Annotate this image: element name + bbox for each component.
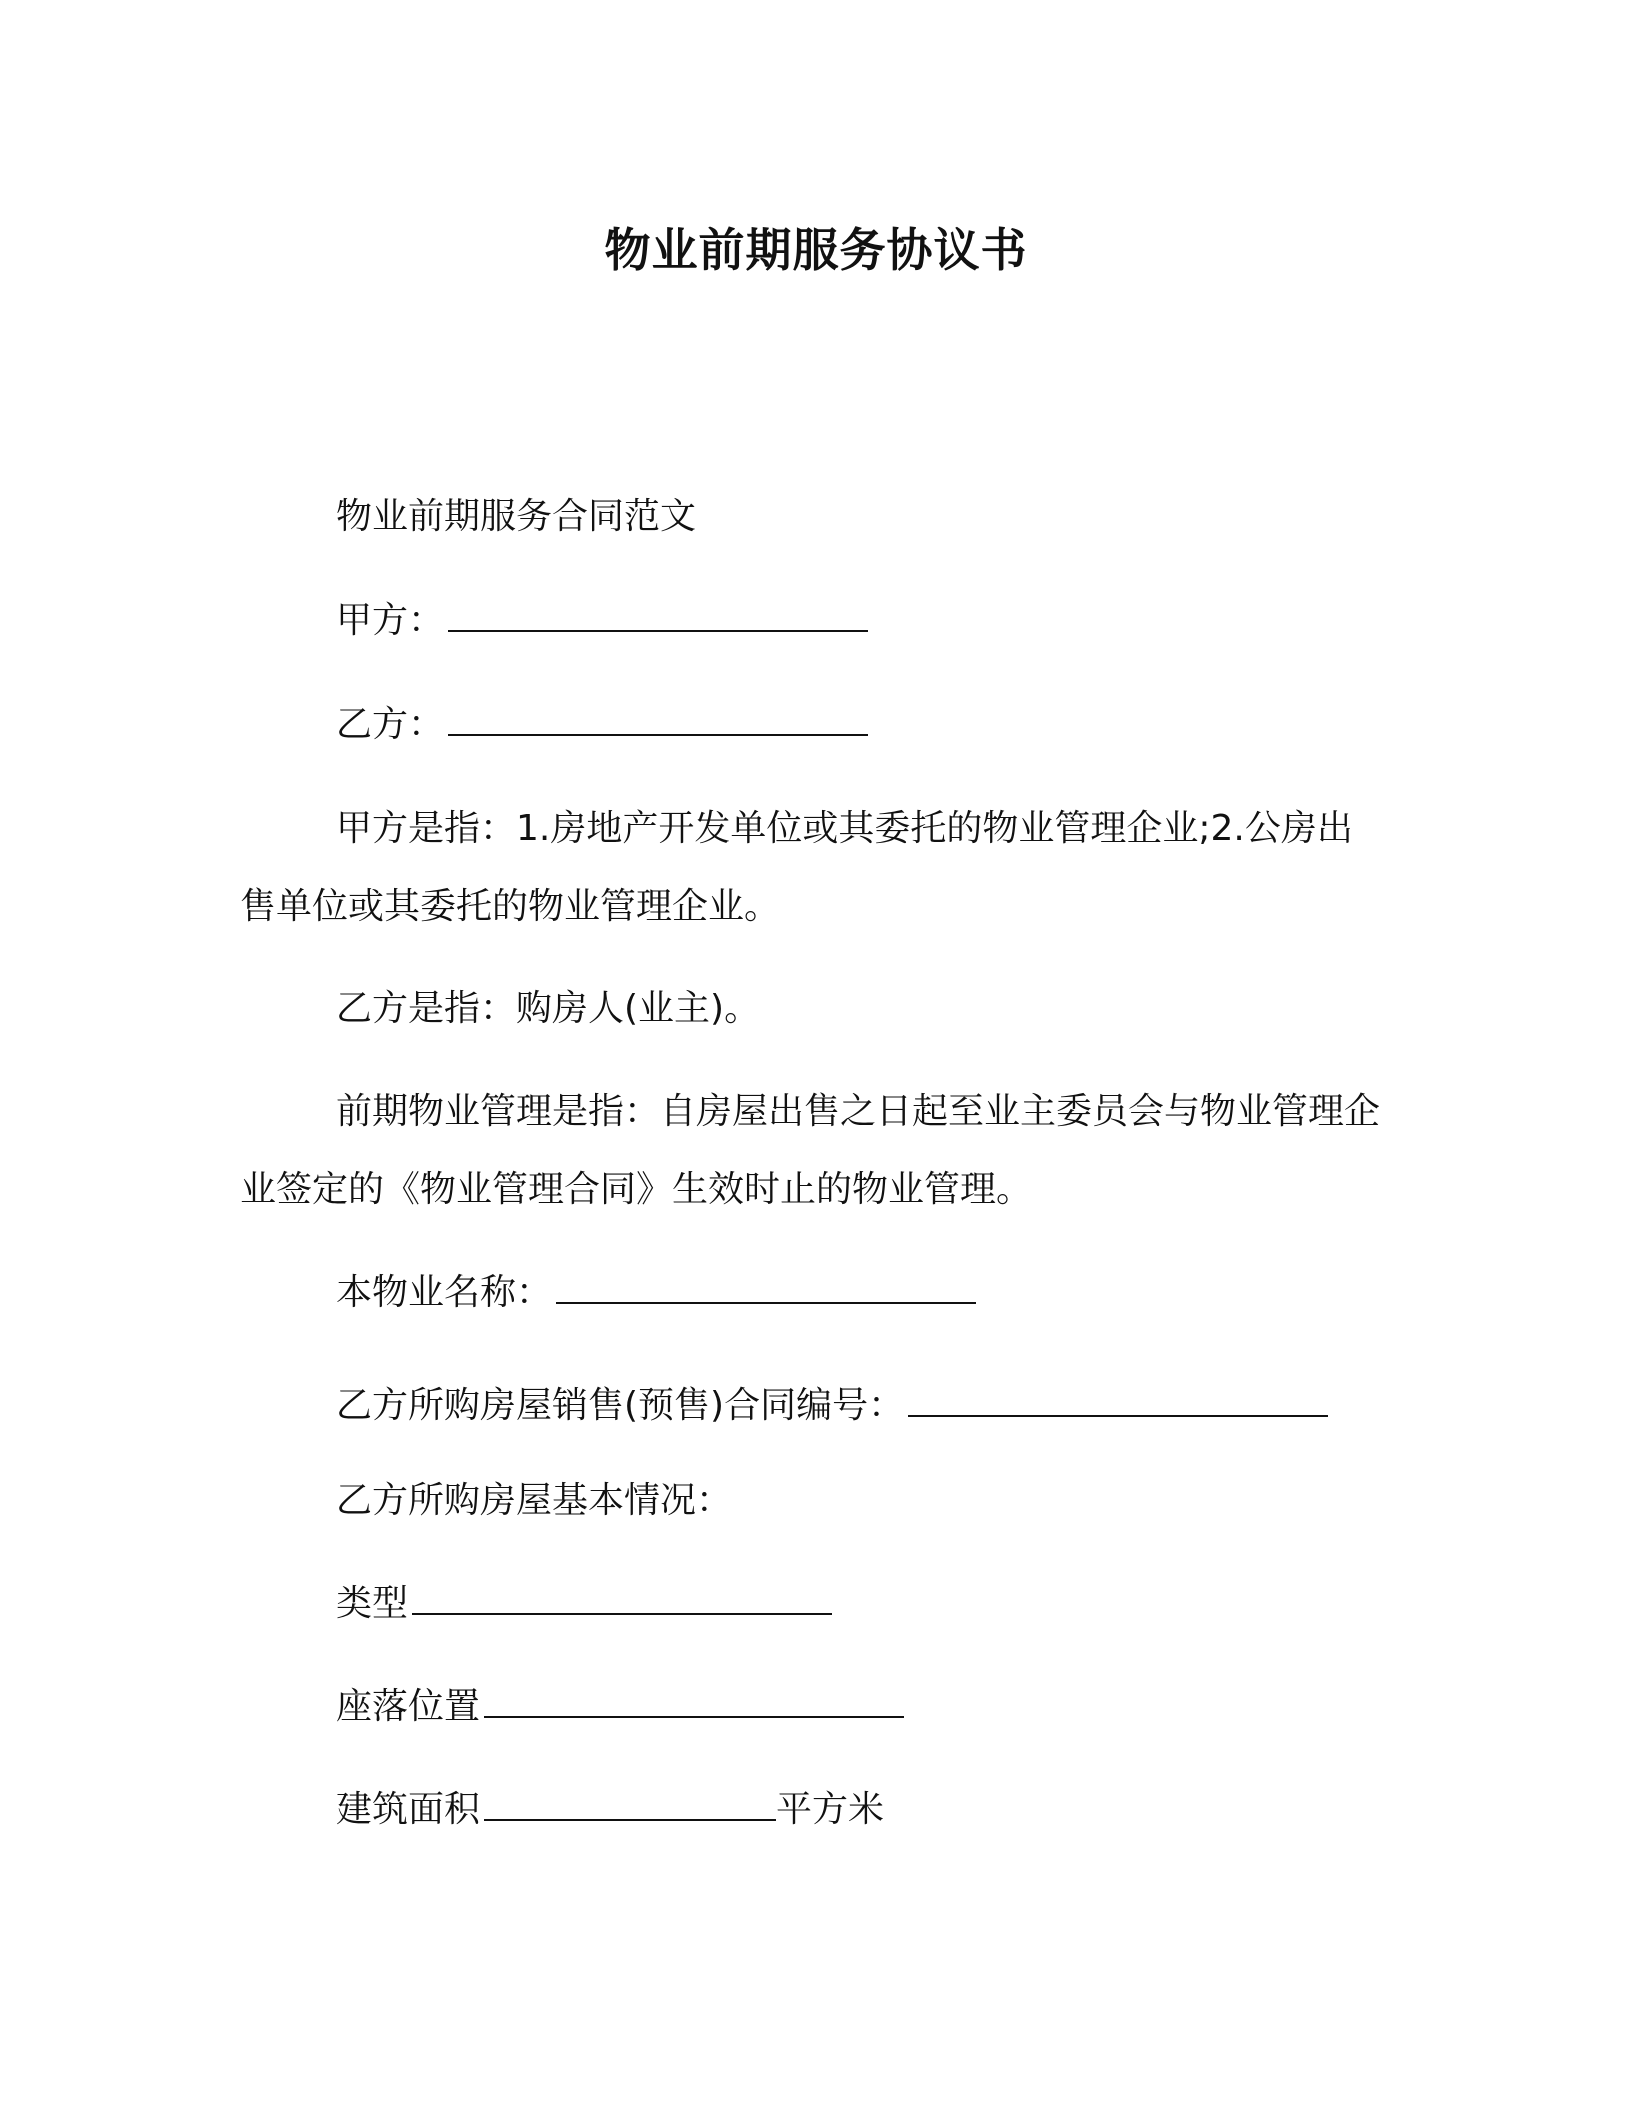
area-line (336, 1785, 884, 1835)
type-blank[interactable] (412, 1579, 832, 1615)
area-label: 建筑面积 (336, 1789, 481, 1830)
party-a-definition: 甲方是指：1.房地产开发单位或其委托的物业管理企业;2.公房出售单位或其委托的物业管理企业。 (240, 808, 1353, 927)
location-line (336, 1682, 904, 1732)
party-a-line (336, 596, 868, 646)
early-management-definition: 前期物业管理是指：自房屋出售之日起至业主委员会与物业管理企业签定的《物业管理合同》生效时止的物业管理。 (240, 1091, 1381, 1210)
party-b-line (336, 700, 868, 750)
page-title: 物业前期服务协议书 (604, 223, 1028, 277)
location-label: 座落位置 (336, 1686, 481, 1727)
party-b-blank[interactable] (448, 700, 868, 736)
area-unit: 平方米 (776, 1789, 885, 1830)
party-a-label: 甲方： (336, 600, 445, 641)
area-blank[interactable] (484, 1785, 776, 1821)
contract-number-blank[interactable] (908, 1381, 1328, 1417)
property-name-label: 本物业名称： (336, 1272, 553, 1313)
type-line (336, 1579, 832, 1629)
location-blank[interactable] (484, 1682, 904, 1718)
basic-info-label: 乙方所购房屋基本情况： (336, 1480, 733, 1521)
type-label: 类型 (336, 1583, 409, 1624)
contract-number-line (336, 1381, 1328, 1431)
contract-number-label: 乙方所购房屋销售(预售)合同编号： (336, 1385, 905, 1426)
party-b-label: 乙方： (336, 704, 445, 745)
party-b-definition: 乙方是指：购房人(业主)。 (336, 988, 761, 1029)
property-name-blank[interactable] (556, 1268, 976, 1304)
subtitle: 物业前期服务合同范文 (336, 496, 697, 537)
party-a-blank[interactable] (448, 596, 868, 632)
property-name-line (336, 1268, 976, 1318)
